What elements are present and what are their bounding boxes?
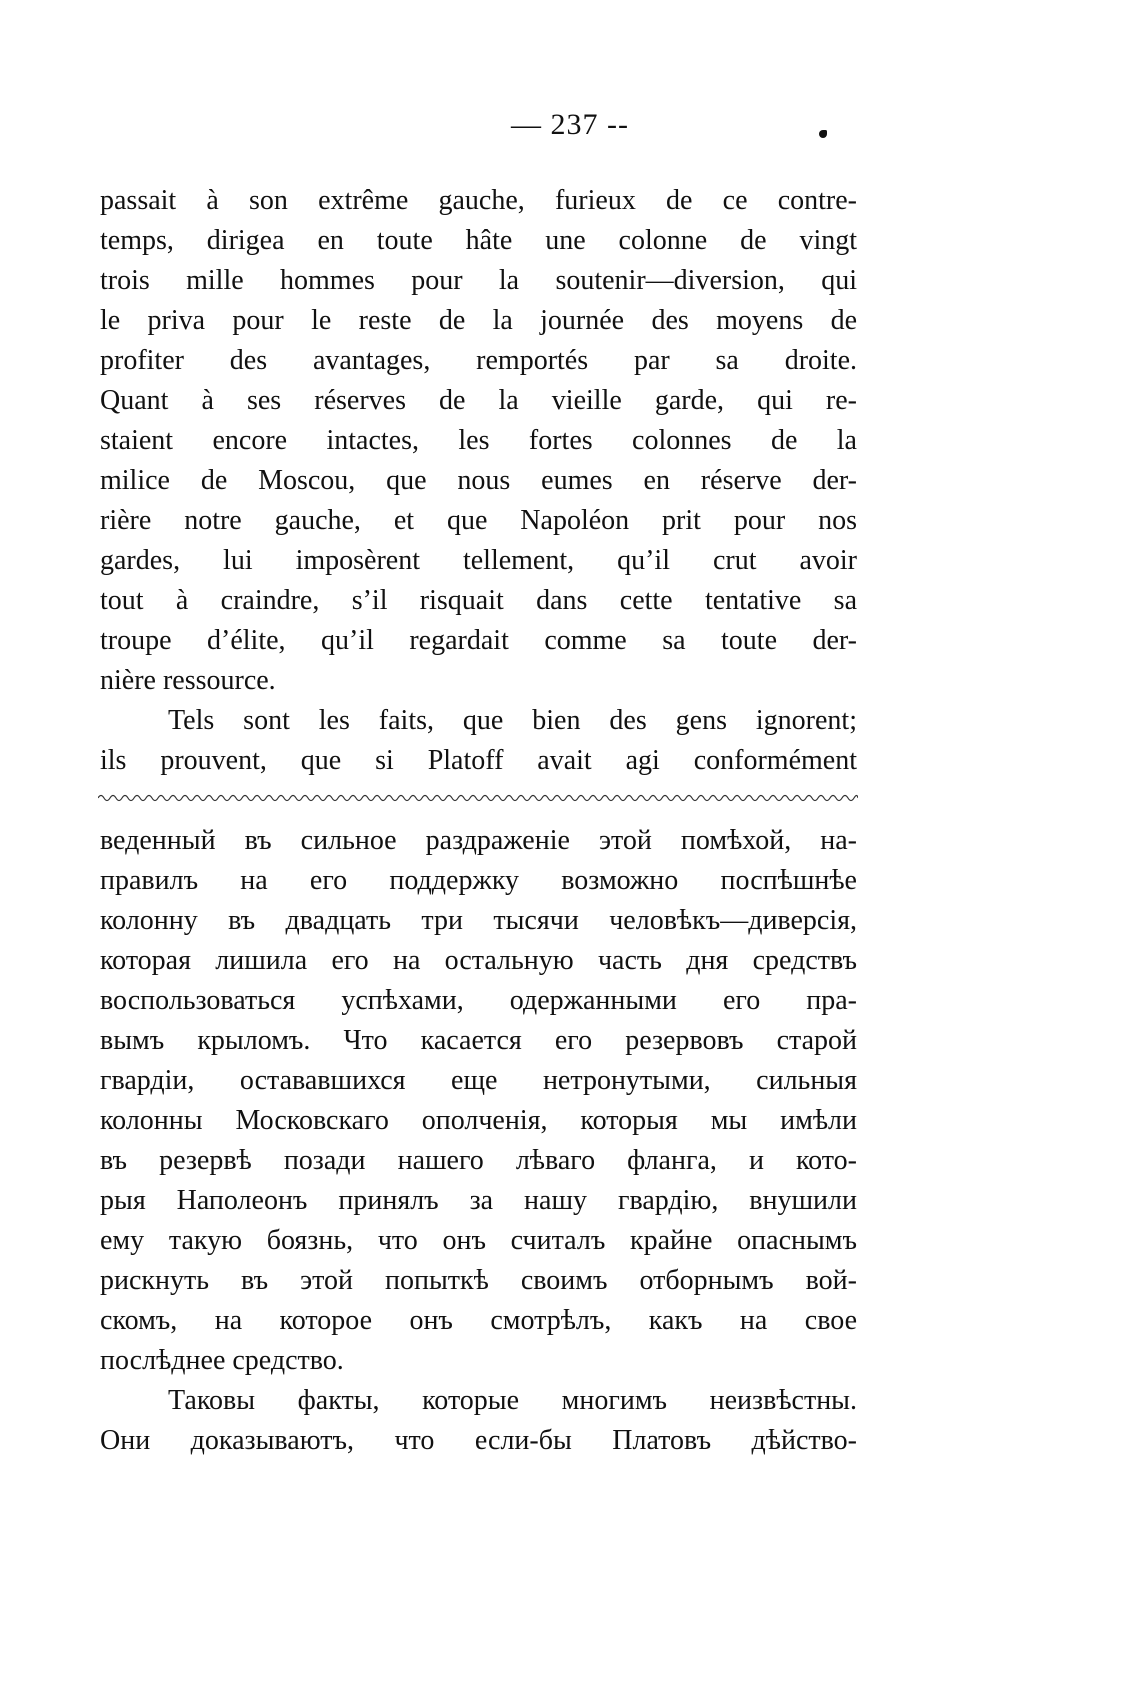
russian-line: правилъ на его поддержку возможно поспѣшнѣе [100, 865, 857, 896]
russian-line: Таковы факты, которые многимъ неизвѣстны. [168, 1385, 857, 1416]
russian-line: рыя Наполеонъ принялъ за нашу гвардію, внушили [100, 1185, 857, 1216]
french-text [100, 181, 857, 781]
russian-line: вымъ крыломъ. Что касается его резервовъ старой [100, 1025, 857, 1056]
wavy-divider [98, 792, 858, 804]
russian-line: воспользоваться успѣхами, одержанными его пра- [100, 985, 857, 1016]
russian-text [100, 821, 857, 1461]
french-line: staient encore intactes, les fortes colonnes de la [100, 425, 857, 456]
page-number: — 237 -- [511, 108, 629, 141]
french-line: profiter des avantages, remportés par sa droite. [100, 345, 857, 376]
french-line: Tels sont les faits, que bien des gens ignorent; [168, 705, 857, 736]
french-line: Quant à ses réserves de la vieille garde, qui re- [100, 385, 857, 416]
russian-line: скомъ, на которое онъ смотрѣлъ, какъ на свое [100, 1305, 857, 1336]
russian-line: веденный въ сильное раздраженіе этой помѣхой, на- [100, 825, 857, 856]
french-line: troupe d’élite, qu’il regardait comme sa toute der- [100, 625, 857, 656]
russian-line: рискнуть въ этой попыткѣ своимъ отборнымъ вой- [100, 1265, 857, 1296]
ink-speck [819, 130, 827, 138]
french-line: nière ressource. [100, 665, 276, 696]
russian-line: въ резервѣ позади нашего лѣваго фланга, и кото- [100, 1145, 857, 1176]
russian-line: гвардіи, остававшихся еще нетронутыми, сильныя [100, 1065, 857, 1096]
russian-line: ему такую боязнь, что онъ считалъ крайне опаснымъ [100, 1225, 857, 1256]
french-line: temps, dirigea en toute hâte une colonne de vingt [100, 225, 857, 256]
french-line: milice de Moscou, que nous eumes en réserve der- [100, 465, 857, 496]
french-line: trois mille hommes pour la soutenir—diversion, qui [100, 265, 857, 296]
russian-line: Они доказываютъ, что если-бы Платовъ дѣйство- [100, 1425, 857, 1456]
russian-line: которая лишила его на остальную часть дня средствъ [100, 945, 857, 976]
russian-line: колонны Московскаго ополченія, которыя мы имѣли [100, 1105, 857, 1136]
russian-line: колонну въ двадцать три тысячи человѣкъ—диверсія, [100, 905, 857, 936]
french-line: gardes, lui imposèrent tellement, qu’il crut avoir [100, 545, 857, 576]
french-line: passait à son extrême gauche, furieux de ce contre- [100, 185, 857, 216]
french-line: tout à craindre, s’il risquait dans cette tentative sa [100, 585, 857, 616]
french-line: rière notre gauche, et que Napoléon prit pour nos [100, 505, 857, 536]
russian-line: послѣднее средство. [100, 1345, 344, 1376]
french-line: ils prouvent, que si Platoff avait agi conformément [100, 745, 857, 776]
french-line: le priva pour le reste de la journée des moyens de [100, 305, 857, 336]
